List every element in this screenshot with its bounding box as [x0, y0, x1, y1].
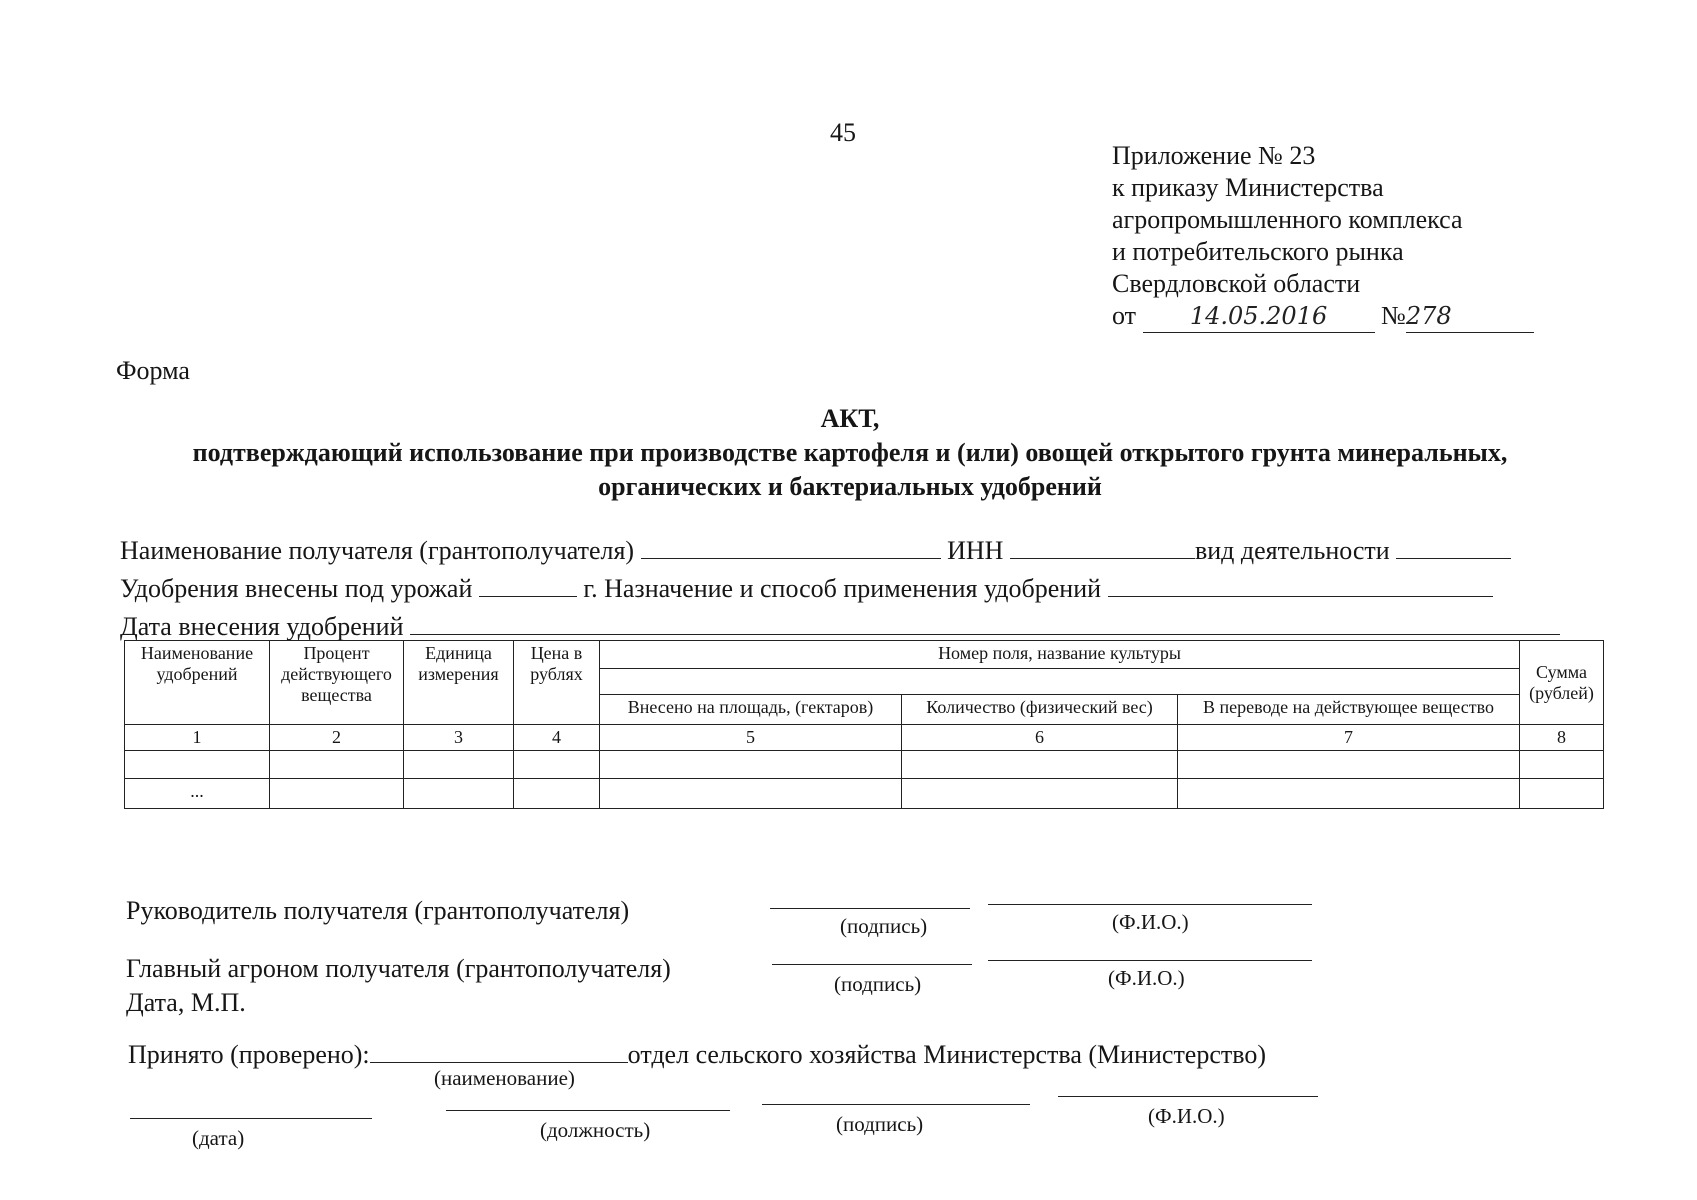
column-number: 8 — [1520, 725, 1604, 751]
title-line-1: АКТ, — [820, 404, 880, 433]
activity-field[interactable] — [1396, 536, 1511, 559]
page-number: 45 — [830, 118, 856, 147]
column-number: 4 — [514, 725, 600, 751]
date-row — [120, 612, 1560, 642]
date-line[interactable] — [130, 1118, 372, 1119]
fertilizer-table — [124, 640, 1604, 809]
head-signature-line[interactable] — [770, 908, 970, 909]
column-number: 5 — [600, 725, 902, 751]
inn-field[interactable] — [1010, 536, 1195, 559]
table-row — [125, 751, 1604, 779]
head-fio-line[interactable] — [988, 904, 1312, 905]
number-label: № — [1381, 301, 1406, 330]
header-price: Цена в рублях — [514, 641, 600, 725]
appendix-line: и потребительского рынка — [1112, 237, 1404, 266]
table-cell[interactable] — [600, 779, 902, 809]
table-cell[interactable] — [125, 751, 270, 779]
title-line-2: подтверждающий использование при производстве картофеля и (или) овощей открытого грунта минеральных, — [192, 438, 1508, 467]
date-stamp-label: Дата, М.П. — [126, 988, 246, 1017]
head-label: Руководитель получателя (грантополучателя) — [126, 896, 630, 925]
recipient-field[interactable] — [641, 536, 941, 559]
order-number-handwritten: 278 — [1405, 302, 1452, 330]
table-row — [125, 779, 1604, 809]
table-cell[interactable] — [404, 751, 514, 779]
agronomist-fio-caption: (Ф.И.О.) — [1108, 966, 1185, 990]
department-text: отдел сельского хозяйства Министерства (Министерство) — [627, 1040, 1267, 1069]
header-area: Внесено на площадь, (гектаров) — [600, 695, 902, 725]
table-cell[interactable] — [1178, 779, 1520, 809]
column-number-row — [125, 725, 1604, 751]
agronomist-label: Главный агроном получателя (грантополучателя) — [126, 954, 671, 983]
application-date-field[interactable] — [410, 612, 1560, 635]
activity-label: вид деятельности — [1194, 536, 1390, 565]
header-sum: Сумма (рублей) — [1520, 641, 1604, 725]
column-number: 3 — [404, 725, 514, 751]
ellipsis-cell: ... — [125, 779, 270, 809]
purpose-field[interactable] — [1108, 574, 1493, 597]
header-field-crop: Номер поля, название культуры — [600, 641, 1520, 669]
order-date-handwritten: 14.05.2016 — [1189, 302, 1328, 330]
appendix-line: агропромышленного комплекса — [1112, 205, 1463, 234]
signature-line[interactable] — [762, 1104, 1030, 1105]
agronomist-signature-line[interactable] — [772, 964, 972, 965]
table-cell[interactable] — [404, 779, 514, 809]
agronomist-signature-caption: (подпись) — [834, 972, 922, 996]
header-fertilizer-name: Наименование удобрений — [125, 641, 270, 725]
harvest-label: Удобрения внесены под урожай — [120, 574, 473, 603]
table-cell[interactable] — [270, 751, 404, 779]
column-number: 2 — [270, 725, 404, 751]
harvest-row — [120, 574, 1493, 604]
appendix-line: к приказу Министерства — [1112, 173, 1384, 202]
inn-label: ИНН — [947, 536, 1004, 565]
agronomist-fio-line[interactable] — [988, 960, 1312, 961]
accepted-label: Принято (проверено): — [128, 1040, 370, 1069]
from-label: от — [1112, 301, 1137, 330]
column-number: 6 — [902, 725, 1178, 751]
bottom-fio-caption: (Ф.И.О.) — [1148, 1104, 1225, 1128]
appendix-line: Приложение № 23 — [1112, 141, 1316, 170]
header-active-substance: В переводе на действующее вещество — [1178, 695, 1520, 725]
purpose-label: Назначение и способ применения удобрений — [604, 574, 1102, 603]
fio-line[interactable] — [1058, 1096, 1318, 1097]
year-suffix: г. — [583, 574, 598, 603]
harvest-year-field[interactable] — [479, 574, 577, 597]
appendix-block — [1112, 140, 1572, 333]
title-line-3: органических и бактериальных удобрений — [598, 472, 1102, 501]
table-cell[interactable] — [514, 751, 600, 779]
table-cell[interactable] — [1520, 751, 1604, 779]
position-caption: (должность) — [540, 1118, 651, 1142]
header-quantity: Количество (физический вес) — [902, 695, 1178, 725]
table-cell[interactable] — [270, 779, 404, 809]
head-fio-caption: (Ф.И.О.) — [1112, 910, 1189, 934]
form-label: Форма — [116, 356, 190, 385]
header-spacer-cell — [600, 669, 1520, 695]
column-number: 1 — [125, 725, 270, 751]
title-block — [140, 402, 1560, 504]
table-cell[interactable] — [514, 779, 600, 809]
order-date-field — [1143, 300, 1375, 333]
accepted-row — [128, 1040, 1266, 1070]
recipient-label: Наименование получателя (грантополучателя) — [120, 536, 635, 565]
name-caption: (наименование) — [434, 1066, 575, 1090]
header-active-percent: Процент действующего вещества — [270, 641, 404, 725]
position-line[interactable] — [446, 1110, 730, 1111]
table-cell[interactable] — [1520, 779, 1604, 809]
table-cell[interactable] — [902, 751, 1178, 779]
table-cell[interactable] — [902, 779, 1178, 809]
application-date-label: Дата внесения удобрений — [120, 612, 404, 641]
head-signature-caption: (подпись) — [840, 914, 928, 938]
header-unit: Единица измерения — [404, 641, 514, 725]
table-cell[interactable] — [600, 751, 902, 779]
bottom-signature-caption: (подпись) — [836, 1112, 924, 1136]
recipient-row — [120, 536, 1511, 566]
table-cell[interactable] — [1178, 751, 1520, 779]
appendix-date-row — [1112, 300, 1572, 333]
date-caption: (дата) — [192, 1126, 245, 1150]
accepted-name-field[interactable] — [370, 1040, 628, 1063]
order-number-field — [1406, 300, 1534, 333]
appendix-line: Свердловской области — [1112, 269, 1361, 298]
column-number: 7 — [1178, 725, 1520, 751]
